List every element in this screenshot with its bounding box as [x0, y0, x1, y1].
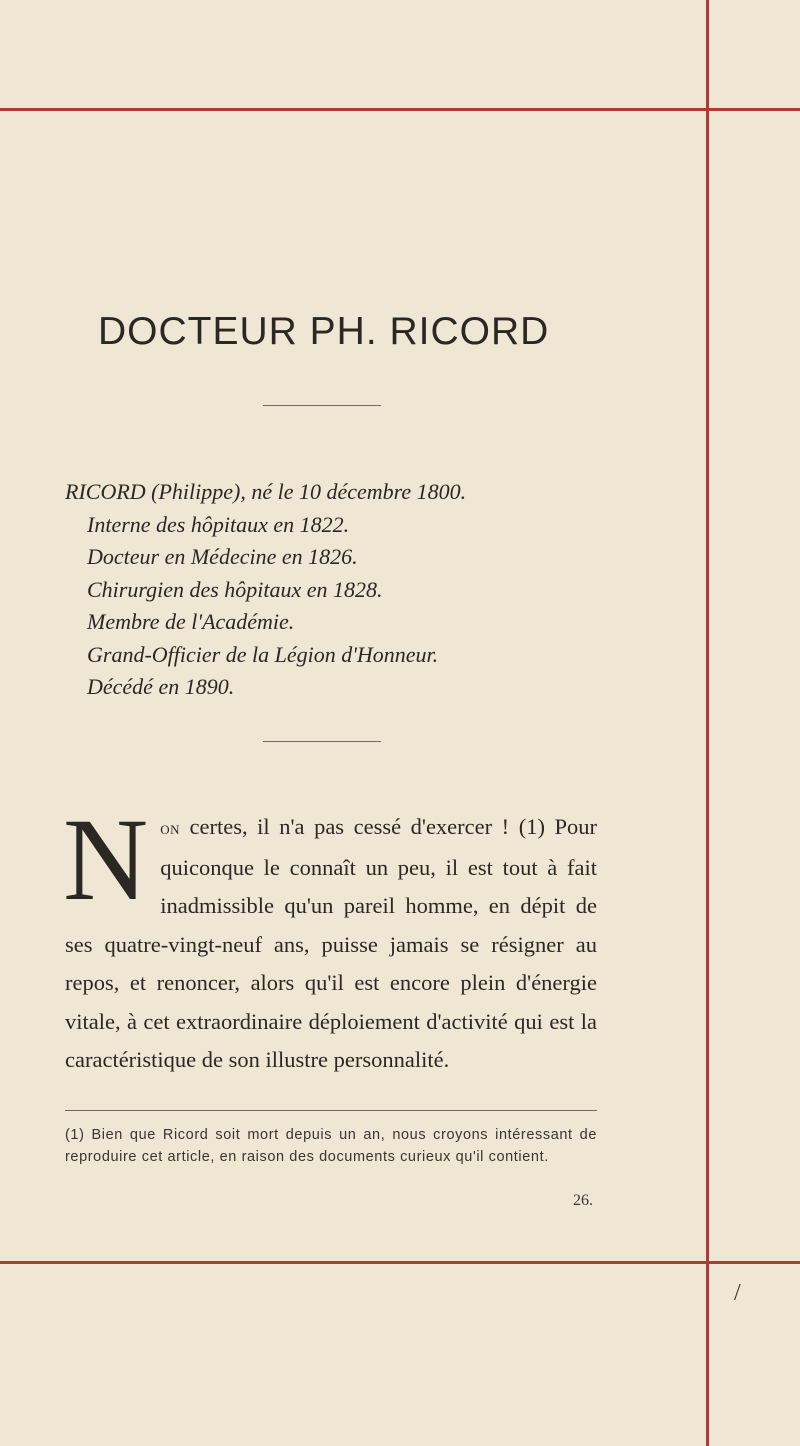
page-number: 26.: [573, 1192, 593, 1209]
biography-block: [65, 476, 585, 704]
bio-line: Grand-Officier de la Légion d'Honneur.: [87, 641, 439, 667]
bio-line: Interne des hôpitaux en 1822.: [87, 511, 350, 537]
margin-mark: /: [734, 1280, 741, 1306]
title-divider: [263, 405, 381, 406]
bio-line: Chirurgien des hôpitaux en 1828.: [87, 576, 383, 602]
bottom-red-rule: [0, 1261, 800, 1264]
drop-cap: N: [63, 794, 149, 925]
bio-line: Décédé en 1890.: [87, 674, 235, 699]
right-red-rule: [706, 0, 709, 1446]
article-paragraph: [63, 794, 597, 1080]
footnote: (1) Bien que Ricord soit mort depuis un an, nous croyons intéressant de reproduire cet article, en raison des documents curieux qu'il contient.: [65, 1127, 597, 1165]
lead-small-caps: on: [160, 818, 180, 839]
top-red-rule: [0, 108, 800, 111]
bio-divider: [263, 741, 381, 742]
bio-line: Docteur en Médecine en 1826.: [87, 544, 358, 569]
page-title: DOCTEUR PH. RICORD: [98, 310, 550, 353]
footnote-divider: [65, 1110, 597, 1111]
paragraph-text: certes, il n'a pas cessé d'exercer ! (1) Pour quiconque le connaît un peu, il est tout à fait inadmissible qu'un pareil homme, en dépit de ses quatre-vingt-neuf ans, puisse jamais se résigner au repos, et renoncer, alors qu'il est encore plein d'énergie vitale, à cet extraordinaire déploiement d'activité qui est la caractéristique de son illustre personnalité.: [65, 814, 597, 1072]
bio-line-name: RICORD (Philippe), né le 10 décembre 1800.: [65, 479, 467, 504]
bio-line: Membre de l'Académie.: [87, 609, 295, 634]
